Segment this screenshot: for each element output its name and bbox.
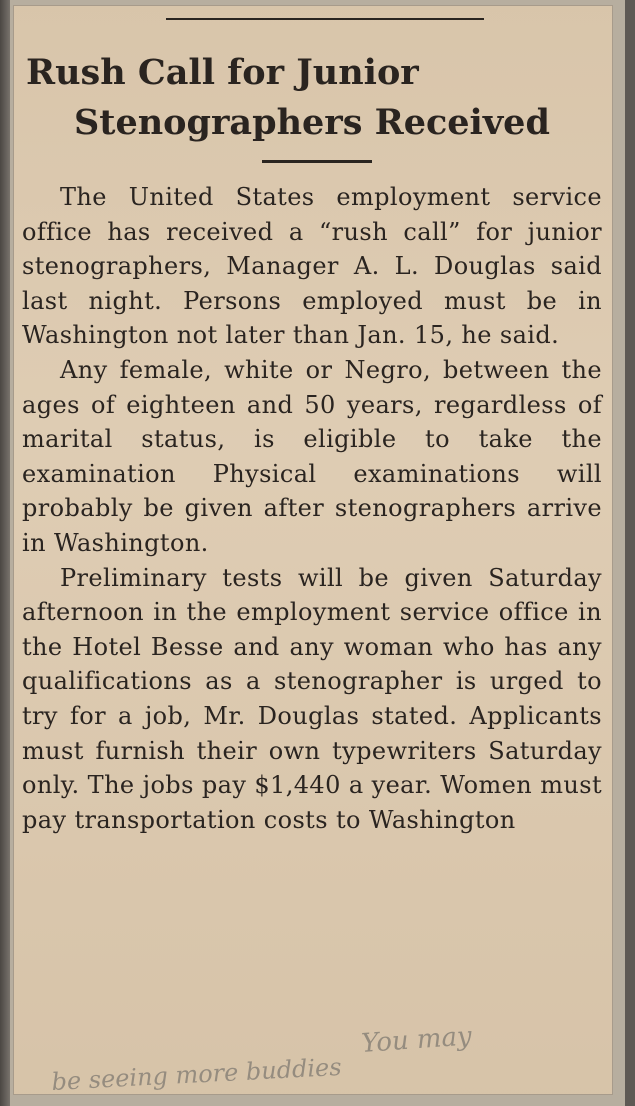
article-body [22, 180, 602, 837]
headline-line-1: Rush Call for Junior [26, 52, 419, 93]
headline-divider [262, 160, 372, 163]
headline-line-2: Stenographers Received [74, 102, 550, 143]
paragraph-2: Any female, white or Negro, between the ages of eighteen and 50 years, regardless of marital status, is eligible to take the examination Physical examinations will probably be given after stenographers arrive in Washington. [22, 355, 602, 557]
paragraph-3: Preliminary tests will be given Saturday afternoon in the employment service office in the Hotel Besse and any woman who has any qualifications as a stenographer is urged to try for a job, Mr. Douglas stated. Applicants must furnish their own typewriters Saturday only. The jobs pay $1,440 a year. Women must pay transportation costs to Washington [22, 563, 602, 834]
newspaper-clipping [14, 6, 612, 1094]
handwritten-note-line-1: You may [360, 1021, 473, 1059]
handwritten-note-line-2: be seeing more buddies [50, 1052, 343, 1096]
paragraph-1: The United States employment service office has received a “rush call” for junior stenographers, Manager A. L. Douglas said last night. Persons employed must be in Washington not later than Jan. 15, he said. [22, 183, 602, 350]
headline [24, 48, 604, 148]
top-rule [166, 18, 484, 20]
